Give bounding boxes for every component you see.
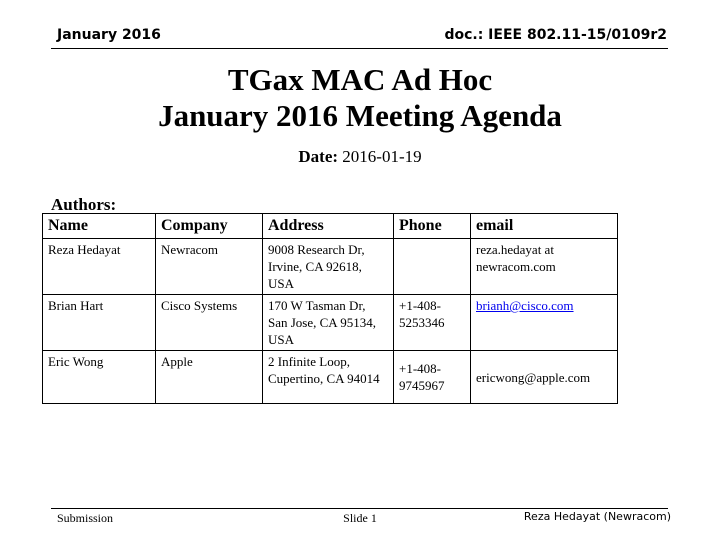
cell-company: Cisco Systems: [156, 295, 263, 351]
cell-phone: +1-408-9745967: [394, 351, 471, 404]
col-header-address: Address: [263, 214, 394, 239]
cell-phone: +1-408-5253346: [394, 295, 471, 351]
cell-company: Newracom: [156, 239, 263, 295]
table-row: [43, 295, 618, 351]
header-divider: [51, 48, 668, 49]
cell-phone: [394, 239, 471, 295]
header-date: January 2016: [57, 27, 161, 43]
cell-email: ericwong@apple.com: [471, 351, 618, 404]
table-row: [43, 239, 618, 295]
authors-heading: Authors:: [51, 195, 117, 214]
title-line-1: TGax MAC Ad Hoc: [227, 62, 493, 97]
col-header-company: Company: [156, 214, 263, 239]
table-header-row: [43, 214, 618, 239]
date-value: 2016-01-19: [342, 147, 422, 166]
footer-divider: [51, 508, 668, 509]
email-link[interactable]: brianh@cisco.com: [476, 298, 574, 313]
cell-name: Eric Wong: [43, 351, 156, 404]
date-label: Date:: [298, 147, 339, 166]
footer-slide-number: Slide 1: [343, 511, 377, 525]
table-row: [43, 351, 618, 404]
col-header-name: Name: [43, 214, 156, 239]
cell-name: Reza Hedayat: [43, 239, 156, 295]
cell-address: 170 W Tasman Dr, San Jose, CA 95134, USA: [263, 295, 394, 351]
authors-table: [42, 213, 618, 404]
header-doc-id: doc.: IEEE 802.11-15/0109r2: [444, 27, 667, 43]
cell-email: reza.hedayat at newracom.com: [471, 239, 618, 295]
title-line-2: January 2016 Meeting Agenda: [158, 98, 562, 133]
date-line: [0, 147, 720, 167]
cell-company: Apple: [156, 351, 263, 404]
cell-address: 2 Infinite Loop, Cupertino, CA 94014: [263, 351, 394, 404]
cell-name: Brian Hart: [43, 295, 156, 351]
footer-submission: Submission: [57, 511, 114, 525]
cell-address: 9008 Research Dr, Irvine, CA 92618, USA: [263, 239, 394, 295]
footer-author: Reza Hedayat (Newracom): [523, 510, 671, 523]
col-header-phone: Phone: [394, 214, 471, 239]
cell-email: [471, 295, 618, 351]
slide-title: [0, 62, 720, 134]
col-header-email: email: [471, 214, 618, 239]
